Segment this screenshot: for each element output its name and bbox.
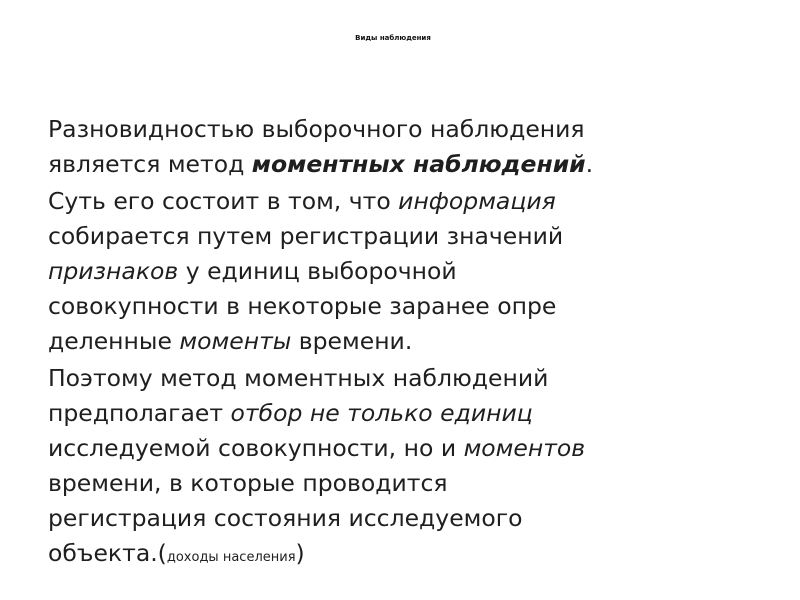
small-note: доходы населения — [166, 550, 296, 565]
italic-term: отбор не только единиц — [230, 399, 533, 427]
text-segment: исследуемой совокупности, но и — [48, 434, 464, 462]
text-line — [48, 254, 768, 289]
text-segment: времени. — [291, 327, 413, 355]
slide-body — [48, 112, 768, 575]
emphasis-term: моментных наблюдений — [251, 150, 586, 178]
text-line — [48, 324, 768, 359]
italic-term: информация — [398, 187, 556, 215]
paragraph-2 — [48, 184, 768, 359]
paragraph-3 — [48, 361, 768, 575]
text-line — [48, 501, 768, 536]
text-line — [48, 536, 768, 575]
text-segment: Разновидностью выборочного наблюдения — [48, 115, 585, 143]
text-segment: является метод — [48, 150, 252, 178]
text-line — [48, 184, 768, 219]
paragraph-1 — [48, 112, 768, 182]
text-segment: деленные — [48, 327, 180, 355]
text-line — [48, 361, 768, 396]
italic-term: моменты — [179, 327, 292, 355]
text-segment: предполагает — [48, 399, 231, 427]
text-line — [48, 396, 768, 431]
text-line — [48, 289, 768, 324]
text-segment: Суть его состоит в том, что — [48, 187, 399, 215]
text-segment: регистрация состояния исследуемого — [48, 504, 523, 532]
text-segment: ) — [295, 539, 305, 567]
italic-term: моментов — [463, 434, 586, 462]
slide-title: Виды наблюдения — [355, 34, 431, 42]
text-segment: у единиц выборочной — [178, 257, 457, 285]
text-segment: собирается путем регистрации значений — [48, 222, 564, 250]
text-line — [48, 431, 768, 466]
text-line — [48, 112, 768, 147]
text-line — [48, 219, 768, 254]
text-line — [48, 466, 768, 501]
text-segment: . — [585, 150, 594, 178]
italic-term: признаков — [48, 257, 179, 285]
text-segment: объекта.( — [48, 539, 167, 567]
text-segment: Поэтому метод моментных наблюдений — [48, 364, 549, 392]
text-segment: совокупности в некоторые заранее опре — [48, 292, 557, 320]
text-line — [48, 147, 768, 182]
text-segment: времени, в которые проводится — [48, 469, 448, 497]
